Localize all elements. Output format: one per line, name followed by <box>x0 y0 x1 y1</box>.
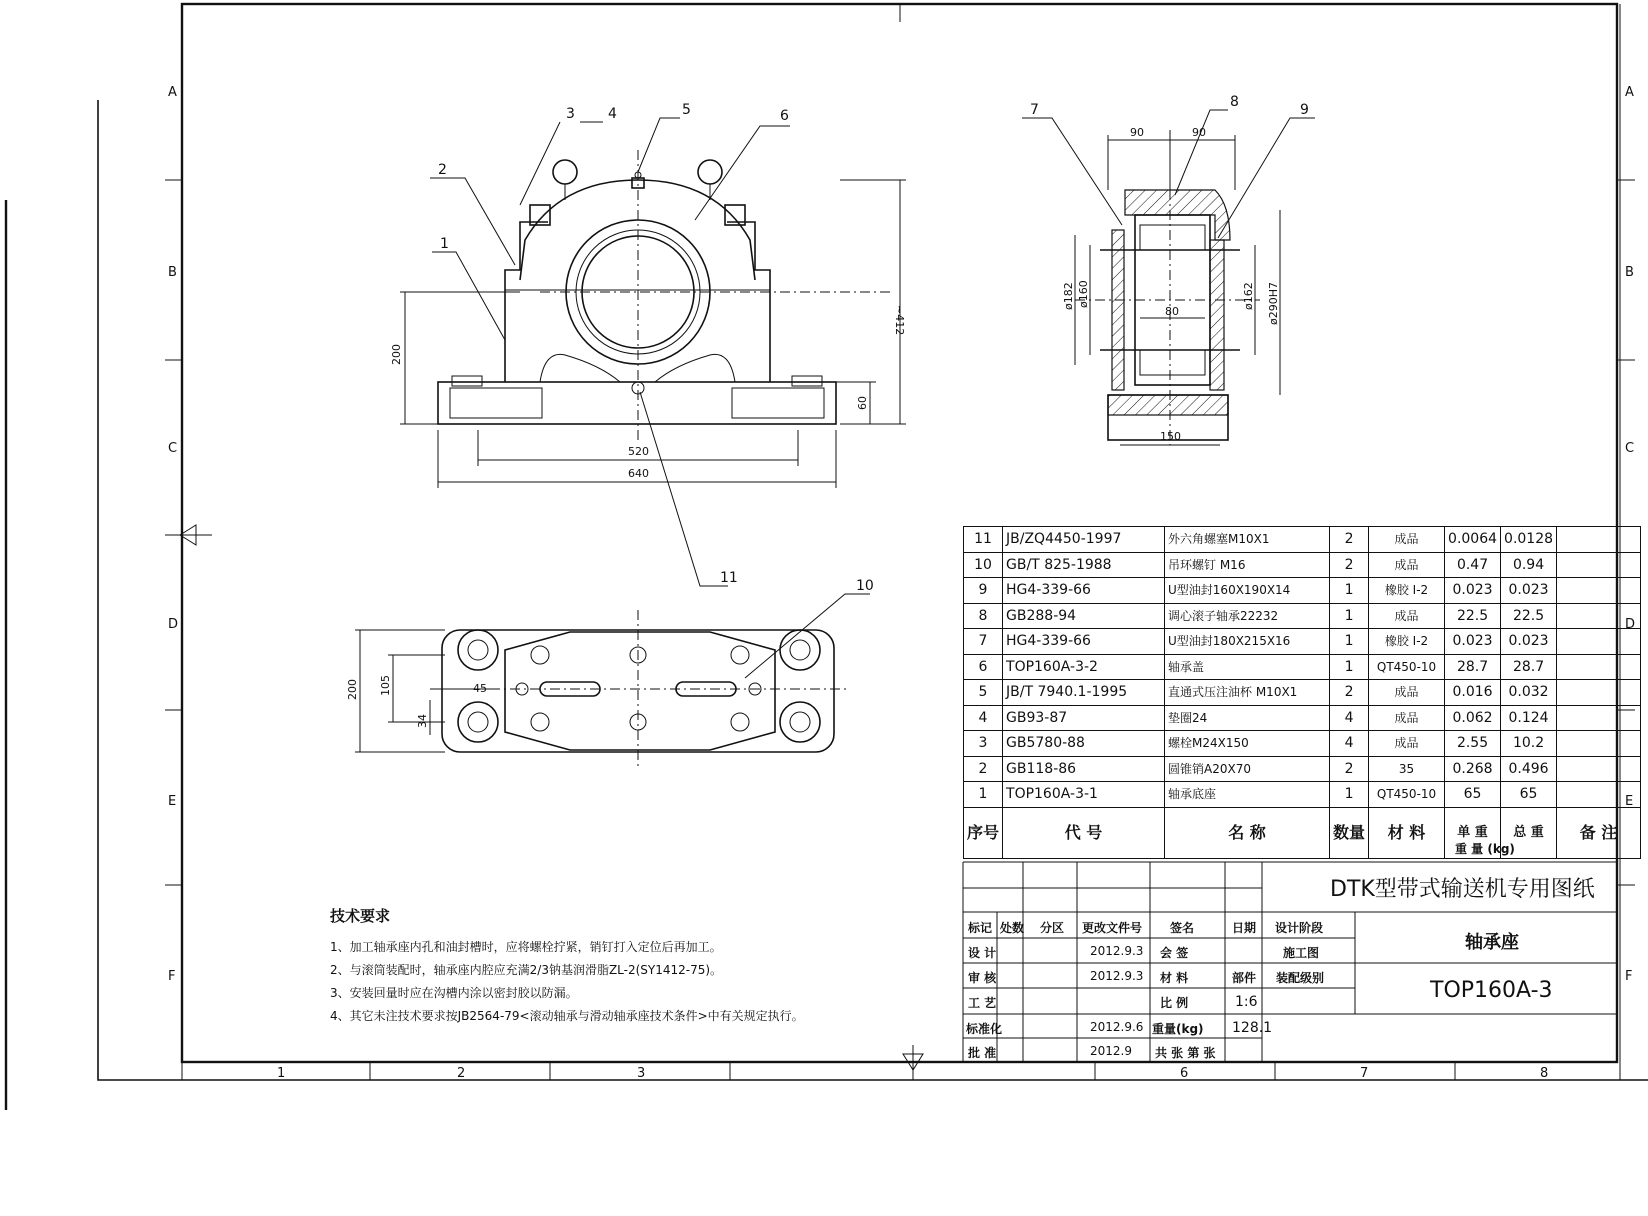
rev-header-sign: 签名 <box>1170 921 1195 935</box>
countersign-label: 会 签 <box>1160 946 1189 960</box>
parts-row <box>964 552 1641 578</box>
part-total-weight: 0.023 <box>1501 578 1557 604</box>
part-material: 35 <box>1369 756 1445 782</box>
part-total-weight: 0.124 <box>1501 705 1557 731</box>
header-qty: 数量 <box>1330 807 1369 858</box>
part-note <box>1557 756 1641 782</box>
svg-text:7: 7 <box>1030 102 1039 118</box>
part-material: QT450-10 <box>1369 654 1445 680</box>
part-no: 4 <box>964 705 1003 731</box>
part-material: 成品 <box>1369 527 1445 553</box>
part-qty: 2 <box>1330 680 1369 706</box>
parts-row <box>964 782 1641 808</box>
rev-header-zone: 分区 <box>1040 921 1065 935</box>
part-note <box>1557 705 1641 731</box>
svg-text:3: 3 <box>637 1066 646 1081</box>
parts-row <box>964 705 1641 731</box>
design-stage-label: 设计阶段 <box>1275 921 1324 935</box>
part-no: 10 <box>964 552 1003 578</box>
svg-text:6: 6 <box>780 108 789 124</box>
part-unit-weight: 0.0064 <box>1445 527 1501 553</box>
part-no: 7 <box>964 629 1003 655</box>
header-weight-unit: 重 量 (kg) <box>1455 842 1515 856</box>
svg-text:90: 90 <box>1192 126 1206 139</box>
part-qty: 2 <box>1330 552 1369 578</box>
part-qty: 4 <box>1330 705 1369 731</box>
part-note <box>1557 731 1641 757</box>
svg-text:ø160: ø160 <box>1077 280 1090 308</box>
part-code: GB118-86 <box>1003 756 1165 782</box>
svg-text:8: 8 <box>1230 94 1239 110</box>
part-unit-weight: 2.55 <box>1445 731 1501 757</box>
scale-value: 1:6 <box>1235 994 1258 1010</box>
part-no: 3 <box>964 731 1003 757</box>
header-name: 名 称 <box>1165 807 1330 858</box>
part-material: 成品 <box>1369 731 1445 757</box>
process-label: 工 艺 <box>968 996 997 1010</box>
part-total-weight: 0.023 <box>1501 629 1557 655</box>
svg-text:8: 8 <box>1540 1066 1549 1081</box>
part-code: JB/T 7940.1-1995 <box>1003 680 1165 706</box>
part-name: 吊环螺钉 M16 <box>1165 552 1330 578</box>
part-note <box>1557 552 1641 578</box>
technical-requirement-1: 1、加工轴承座内孔和油封槽时，应将螺栓拧紧，销钉打入定位后再加工。 <box>330 940 722 954</box>
svg-text:ø162: ø162 <box>1242 282 1255 310</box>
part-name: 螺栓M24X150 <box>1165 731 1330 757</box>
drawing-number: TOP160A-3 <box>1430 978 1553 1003</box>
parts-row <box>964 654 1641 680</box>
side-view <box>1022 94 1315 445</box>
svg-text:B: B <box>1625 265 1634 280</box>
part-name: 直通式压注油杯 M10X1 <box>1165 680 1330 706</box>
svg-text:11: 11 <box>720 570 738 586</box>
review-label: 审 核 <box>968 971 997 985</box>
technical-requirement-2: 2、与滚筒装配时，轴承座内腔应充满2/3钠基润滑脂ZL-2(SY1412-75)。 <box>330 963 723 977</box>
part-name: 调心滚子轴承22232 <box>1165 603 1330 629</box>
approve-date: 2012.9 <box>1090 1044 1132 1058</box>
parts-list-header <box>964 807 1641 858</box>
part-qty: 2 <box>1330 527 1369 553</box>
part-code: GB93-87 <box>1003 705 1165 731</box>
svg-text:2: 2 <box>438 162 447 178</box>
part-code: GB5780-88 <box>1003 731 1165 757</box>
dim-overall-height: ~412 <box>893 305 906 336</box>
part-no: 6 <box>964 654 1003 680</box>
part-material: 成品 <box>1369 552 1445 578</box>
approve-label: 批 准 <box>968 1046 997 1060</box>
part-name: 轴承底座 <box>1165 782 1330 808</box>
part-name: 圆锥销A20X70 <box>1165 756 1330 782</box>
part-unit-weight: 65 <box>1445 782 1501 808</box>
rev-header-doc: 更改文件号 <box>1082 921 1143 935</box>
header-note: 备 注 <box>1557 807 1641 858</box>
svg-text:5: 5 <box>682 102 691 118</box>
svg-text:4: 4 <box>608 106 617 122</box>
svg-text:C: C <box>1625 441 1635 456</box>
part-no: 1 <box>964 782 1003 808</box>
svg-text:D: D <box>1625 617 1636 632</box>
part-name: 外六角螺塞M10X1 <box>1165 527 1330 553</box>
svg-text:6: 6 <box>1180 1066 1189 1081</box>
part-qty: 4 <box>1330 731 1369 757</box>
part-note <box>1557 654 1641 680</box>
part-material: 成品 <box>1369 603 1445 629</box>
part-material: 橡胶 I-2 <box>1369 578 1445 604</box>
front-view <box>390 102 906 586</box>
part-unit-weight: 28.7 <box>1445 654 1501 680</box>
dim-bolt-span: 520 <box>628 445 649 458</box>
dim-width: 200 <box>346 679 359 700</box>
part-code: TOP160A-3-2 <box>1003 654 1165 680</box>
svg-text:E: E <box>168 794 177 809</box>
technical-requirements-title: 技术要求 <box>330 907 391 925</box>
part-unit-weight: 0.47 <box>1445 552 1501 578</box>
parts-row <box>964 578 1641 604</box>
dim-height-center: 200 <box>390 344 403 365</box>
part-unit-weight: 0.268 <box>1445 756 1501 782</box>
part-note <box>1557 629 1641 655</box>
drawing-name: 轴承座 <box>1465 932 1519 953</box>
part-material: QT450-10 <box>1369 782 1445 808</box>
svg-text:7: 7 <box>1360 1066 1369 1081</box>
parts-list-table <box>963 526 1641 859</box>
svg-text:2: 2 <box>457 1066 466 1081</box>
part-code: GB288-94 <box>1003 603 1165 629</box>
sheet-count-label: 共 张 第 张 <box>1155 1046 1216 1060</box>
material-label: 材 料 <box>1160 971 1189 985</box>
part-name: 垫圈24 <box>1165 705 1330 731</box>
header-total-weight: 总 重 <box>1501 807 1557 858</box>
construction-label: 施工图 <box>1283 946 1320 960</box>
dim-base-height: 60 <box>856 396 869 410</box>
scale-label: 比 例 <box>1160 996 1189 1010</box>
header-code: 代 号 <box>1003 807 1165 858</box>
svg-text:A: A <box>1625 85 1634 100</box>
part-note <box>1557 527 1641 553</box>
parts-row <box>964 527 1641 553</box>
part-total-weight: 0.0128 <box>1501 527 1557 553</box>
material-value: 部件 <box>1232 971 1257 985</box>
part-qty: 1 <box>1330 578 1369 604</box>
part-note <box>1557 603 1641 629</box>
part-material: 橡胶 I-2 <box>1369 629 1445 655</box>
part-qty: 1 <box>1330 603 1369 629</box>
part-unit-weight: 0.016 <box>1445 680 1501 706</box>
part-code: HG4-339-66 <box>1003 629 1165 655</box>
part-note <box>1557 680 1641 706</box>
part-unit-weight: 0.023 <box>1445 629 1501 655</box>
parts-row <box>964 603 1641 629</box>
svg-text:C: C <box>168 441 178 456</box>
svg-text:E: E <box>1625 794 1634 809</box>
svg-text:3: 3 <box>566 106 575 122</box>
parts-row <box>964 629 1641 655</box>
parts-row <box>964 731 1641 757</box>
standard-date: 2012.9.6 <box>1090 1020 1144 1034</box>
top-view <box>346 578 874 770</box>
part-note <box>1557 578 1641 604</box>
parts-row <box>964 680 1641 706</box>
technical-requirements <box>330 905 804 1030</box>
svg-text:D: D <box>168 617 179 632</box>
part-name: 轴承盖 <box>1165 654 1330 680</box>
part-total-weight: 0.94 <box>1501 552 1557 578</box>
part-no: 9 <box>964 578 1003 604</box>
header-no: 序号 <box>964 807 1003 858</box>
part-no: 8 <box>964 603 1003 629</box>
design-date: 2012.9.3 <box>1090 944 1144 958</box>
part-qty: 1 <box>1330 654 1369 680</box>
part-no: 2 <box>964 756 1003 782</box>
svg-text:A: A <box>168 85 177 100</box>
part-unit-weight: 22.5 <box>1445 603 1501 629</box>
weight-label: 重量(kg) <box>1152 1022 1204 1036</box>
weight-value: 128.1 <box>1232 1020 1273 1036</box>
svg-text:ø290H7: ø290H7 <box>1267 282 1280 325</box>
part-name: U型油封180X215X16 <box>1165 629 1330 655</box>
part-qty: 1 <box>1330 782 1369 808</box>
technical-requirement-3: 3、安装回量时应在沟槽内涂以密封胶以防漏。 <box>330 986 578 1000</box>
dim-offset45: 45 <box>473 682 487 695</box>
part-no: 5 <box>964 680 1003 706</box>
svg-text:150: 150 <box>1160 430 1181 443</box>
part-note <box>1557 782 1641 808</box>
part-total-weight: 28.7 <box>1501 654 1557 680</box>
svg-text:10: 10 <box>856 578 874 594</box>
part-code: JB/ZQ4450-1997 <box>1003 527 1165 553</box>
part-material: 成品 <box>1369 680 1445 706</box>
part-total-weight: 0.032 <box>1501 680 1557 706</box>
review-date: 2012.9.3 <box>1090 969 1144 983</box>
rev-header-date: 日期 <box>1232 921 1257 935</box>
assembly-level-label: 装配级别 <box>1276 971 1325 985</box>
parts-row <box>964 756 1641 782</box>
design-label: 设 计 <box>968 946 997 960</box>
dim-span105: 105 <box>379 675 392 696</box>
svg-text:F: F <box>168 969 176 984</box>
standardization-label: 标准化 <box>966 1022 1003 1036</box>
dim-base-length: 640 <box>628 467 649 480</box>
svg-text:90: 90 <box>1130 126 1144 139</box>
rev-header-count: 处数 <box>1000 921 1025 935</box>
part-code: GB/T 825-1988 <box>1003 552 1165 578</box>
part-total-weight: 65 <box>1501 782 1557 808</box>
part-qty: 2 <box>1330 756 1369 782</box>
part-code: TOP160A-3-1 <box>1003 782 1165 808</box>
part-total-weight: 0.496 <box>1501 756 1557 782</box>
part-qty: 1 <box>1330 629 1369 655</box>
part-code: HG4-339-66 <box>1003 578 1165 604</box>
technical-requirement-4: 4、其它未注技术要求按JB2564-79<滚动轴承与滑动轴承座技术条件>中有关规定执行。 <box>330 1009 804 1023</box>
part-unit-weight: 0.023 <box>1445 578 1501 604</box>
part-no: 11 <box>964 527 1003 553</box>
dim-offset34: 34 <box>416 714 429 728</box>
header-material: 材 料 <box>1369 807 1445 858</box>
svg-text:1: 1 <box>277 1066 286 1081</box>
project-title: DTK型带式输送机专用图纸 <box>1330 877 1595 902</box>
part-unit-weight: 0.062 <box>1445 705 1501 731</box>
part-total-weight: 22.5 <box>1501 603 1557 629</box>
part-name: U型油封160X190X14 <box>1165 578 1330 604</box>
header-unit-weight: 单 重 <box>1445 807 1501 858</box>
rev-header-mark: 标记 <box>968 921 993 935</box>
svg-text:F: F <box>1625 969 1633 984</box>
svg-text:80: 80 <box>1165 305 1179 318</box>
svg-text:ø182: ø182 <box>1062 282 1075 310</box>
part-material: 成品 <box>1369 705 1445 731</box>
svg-text:1: 1 <box>440 236 449 252</box>
svg-text:9: 9 <box>1300 102 1309 118</box>
part-total-weight: 10.2 <box>1501 731 1557 757</box>
svg-text:B: B <box>168 265 177 280</box>
